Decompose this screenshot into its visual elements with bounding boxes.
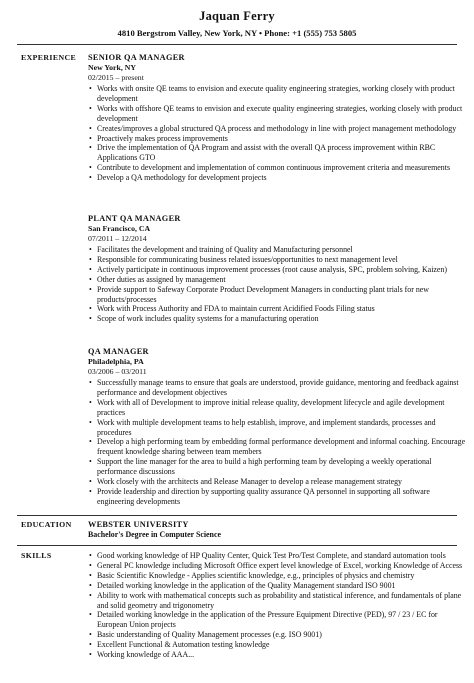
bullet-icon: • bbox=[89, 284, 92, 294]
bullet-icon: • bbox=[89, 590, 92, 600]
bullet-icon: • bbox=[89, 314, 92, 324]
bullet-icon: • bbox=[89, 173, 92, 183]
divider bbox=[17, 515, 457, 516]
skill-item bbox=[88, 571, 468, 581]
skill-item bbox=[88, 650, 468, 660]
bullet-icon: • bbox=[89, 437, 92, 447]
bullet-text: Other duties as assigned by management bbox=[97, 274, 226, 284]
skill-item bbox=[88, 640, 468, 650]
bullet-item bbox=[88, 173, 468, 183]
bullet-text: Works with onsite QE teams to envision and execute quality engineering strategies, working closely with product development bbox=[97, 84, 455, 103]
job-entry bbox=[88, 213, 468, 324]
bullet-icon: • bbox=[89, 254, 92, 264]
bullet-text: Works with offshore QE teams to envision and execute quality engineering strategies, working closely with product development bbox=[97, 103, 463, 123]
bullet-icon: • bbox=[89, 143, 92, 153]
job-dates: 07/2011 – 12/2014 bbox=[88, 234, 147, 243]
bullet-item bbox=[88, 378, 468, 398]
bullet-item bbox=[88, 134, 468, 144]
skill-text: Good working knowledge of HP Quality Center, Quick Test Pro/Test Complete, and standard automation tools bbox=[97, 551, 446, 560]
skill-text: Detailed working knowledge in the application of the Pressure Equipment Directive (PED), 97 / 23 / EC for European Union projects bbox=[97, 610, 438, 630]
bullet-icon: • bbox=[89, 264, 92, 274]
bullet-text: Successfully manage teams to ensure that goals are understood, provide guidance, mentoring and feedback against performance and development objectives bbox=[97, 378, 459, 397]
degree: Bachelor's Degree in Computer Science bbox=[88, 530, 221, 539]
job-entry bbox=[88, 346, 468, 507]
bullet-text: Work with all of Development to improve initial release quality, development lifecycle and agile development practices bbox=[97, 397, 445, 417]
job-location: New York, NY bbox=[88, 63, 137, 72]
skill-item bbox=[88, 561, 468, 571]
contact-line: 4810 Bergstrom Valley, New York, NY • Phone: +1 (555) 753 5805 bbox=[117, 28, 357, 38]
job-location: Philadelphia, PA bbox=[88, 357, 144, 366]
bullet-item bbox=[88, 457, 468, 477]
bullet-icon: • bbox=[89, 477, 92, 487]
skills-list bbox=[88, 551, 468, 660]
bullet-icon: • bbox=[89, 133, 92, 143]
bullet-icon: • bbox=[89, 274, 92, 284]
bullet-icon: • bbox=[89, 650, 92, 660]
job-entry bbox=[88, 52, 468, 183]
bullet-item bbox=[88, 314, 468, 324]
skill-text: Detailed working knowledge in the application of the Quality Management standard ISO 9001 bbox=[97, 580, 396, 590]
bullet-text: Drive the implementation of QA Program and assist with the overall QA process improvement within RBC Applications GTO bbox=[97, 143, 436, 163]
bullet-icon: • bbox=[89, 640, 92, 650]
bullet-item bbox=[88, 245, 468, 255]
bullet-text: Work with Process Authority and FDA to maintain current Acidified Foods Filing status bbox=[97, 304, 375, 314]
bullet-item bbox=[88, 487, 468, 507]
bullet-text: Actively participate in continuous improvement processes (root cause analysis, SPC, problem solving, Kaizen) bbox=[97, 264, 447, 274]
job-title: QA MANAGER bbox=[88, 347, 149, 356]
job-bullets bbox=[88, 245, 468, 324]
bullet-item bbox=[88, 143, 468, 163]
divider bbox=[17, 44, 457, 45]
bullet-icon: • bbox=[89, 304, 92, 314]
bullet-text: Support the line manager for the area to build a high performing team by developing a weekly operational performance discussions bbox=[97, 457, 432, 477]
skill-text: Working knowledge of AAA... bbox=[97, 650, 195, 660]
bullet-text: Contribute to development and implementation of common continuous improvement criteria and measurements bbox=[97, 163, 451, 173]
bullet-icon: • bbox=[89, 457, 92, 467]
bullet-text: Responsible for communicating business related issues/opportunities to next management level bbox=[97, 254, 398, 264]
bullet-icon: • bbox=[89, 397, 92, 407]
bullet-item bbox=[88, 275, 468, 285]
bullet-item bbox=[88, 124, 468, 134]
bullet-item bbox=[88, 477, 468, 487]
bullet-item bbox=[88, 304, 468, 314]
bullet-item bbox=[88, 285, 468, 305]
bullet-text: Scope of work includes quality systems for a manufacturing operation bbox=[97, 314, 319, 324]
bullet-text: Develop a QA methodology for development projects bbox=[97, 173, 267, 183]
bullet-item bbox=[88, 418, 468, 438]
job-title: PLANT QA MANAGER bbox=[88, 214, 181, 223]
bullet-text: Facilitates the development and training of Quality and Manufacturing personnel bbox=[97, 245, 353, 254]
job-bullets bbox=[88, 84, 468, 183]
bullet-item bbox=[88, 255, 468, 265]
bullet-text: Provide support to Safeway Corporate Product Development Managers in conducting plant trials for new products/processes bbox=[97, 284, 429, 304]
skill-item bbox=[88, 551, 468, 561]
bullet-item bbox=[88, 163, 468, 173]
bullet-icon: • bbox=[89, 486, 92, 496]
bullet-text: Work closely with the architects and Release Manager to develop a release management strategy bbox=[97, 477, 403, 487]
bullet-icon: • bbox=[89, 245, 92, 254]
school-name: WEBSTER UNIVERSITY bbox=[88, 520, 189, 529]
job-dates: 02/2015 – present bbox=[88, 73, 144, 82]
bullet-item bbox=[88, 398, 468, 418]
bullet-item bbox=[88, 437, 468, 457]
skills-section-label: SKILLS bbox=[21, 551, 52, 560]
bullet-icon: • bbox=[89, 417, 92, 427]
bullet-icon: • bbox=[89, 123, 92, 133]
bullet-text: Work with multiple development teams to help establish, improve, and implement standards, processes and procedures bbox=[97, 417, 436, 437]
divider bbox=[17, 545, 457, 546]
bullet-text: Provide leadership and direction by supporting quality assurance QA personnel in supporting all software engineering developments bbox=[97, 486, 430, 506]
skill-item bbox=[88, 591, 468, 611]
candidate-name: Jaquan Ferry bbox=[199, 9, 275, 23]
experience-section-label: EXPERIENCE bbox=[21, 53, 77, 62]
bullet-icon: • bbox=[89, 560, 92, 570]
skill-item bbox=[88, 630, 468, 640]
bullet-text: Creates/improves a global structured QA process and methodology in line with project management methodology bbox=[97, 123, 457, 133]
bullet-text: Proactively makes process improvements bbox=[97, 133, 228, 143]
skill-item bbox=[88, 581, 468, 591]
job-dates: 03/2006 – 03/2011 bbox=[88, 367, 147, 376]
bullet-icon: • bbox=[89, 163, 92, 173]
skill-text: Basic understanding of Quality Management processes (e.g. ISO 9001) bbox=[97, 630, 322, 640]
bullet-item bbox=[88, 265, 468, 275]
skill-text: Excellent Functional & Automation testing knowledge bbox=[97, 640, 270, 650]
skill-text: General PC knowledge including Microsoft Office expert level knowledge of Excel, working Knowledge of Access bbox=[97, 560, 463, 570]
bullet-icon: • bbox=[89, 580, 92, 590]
job-title: SENIOR QA MANAGER bbox=[88, 53, 185, 62]
education-section-label: EDUCATION bbox=[21, 520, 72, 529]
job-location: San Francisco, CA bbox=[88, 224, 151, 233]
bullet-item bbox=[88, 84, 468, 104]
bullet-icon: • bbox=[89, 84, 92, 93]
bullet-item bbox=[88, 104, 468, 124]
skill-text: Basic Scientific Knowledge - Applies scientific knowledge, e.g., principles of physics and chemistry bbox=[97, 570, 415, 580]
bullet-icon: • bbox=[89, 610, 92, 620]
skill-text: Ability to work with mathematical concepts such as probability and statistical inference, and fundamentals of plane and solid geometry and trigonometry bbox=[97, 590, 462, 610]
job-bullets bbox=[88, 378, 468, 507]
bullet-text: Develop a high performing team by embedding formal performance development and informal coaching. Encourage frequent knowledge sharing between team members bbox=[97, 437, 466, 457]
bullet-icon: • bbox=[89, 103, 92, 113]
bullet-icon: • bbox=[89, 378, 92, 387]
skills-entry bbox=[88, 550, 468, 660]
bullet-icon: • bbox=[89, 551, 92, 560]
bullet-icon: • bbox=[89, 630, 92, 640]
skill-item bbox=[88, 610, 468, 630]
education-entry bbox=[88, 519, 468, 540]
bullet-icon: • bbox=[89, 570, 92, 580]
